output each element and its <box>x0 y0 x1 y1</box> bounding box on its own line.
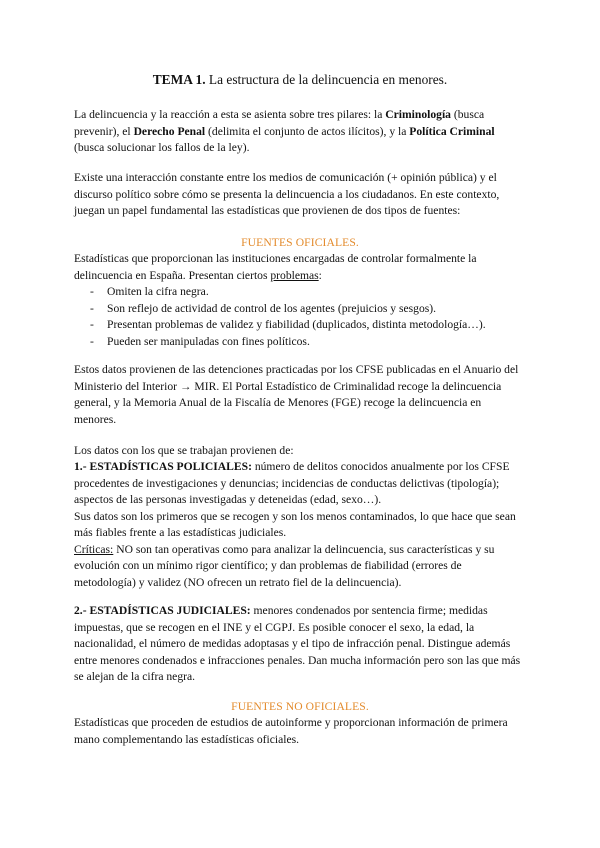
oficiales-paragraph-2: Estos datos provienen de las detenciones practicadas por los CFSE publicadas en el Anuario del Ministerio del Interior → MIR. El Portal Estadístico de Criminalidad recoge la delincuencia general, y la Memoria Anual de la Fiscalía de Menores (FGE) recoge la delincuencia en menores. <box>74 363 519 426</box>
no-oficiales-paragraph: Estadísticas que proceden de estudios de autoinforme y proporcionan información de primera mano complementando las estadísticas oficiales. <box>74 716 508 746</box>
judiciales-paragraph <box>74 603 526 686</box>
title-bold: TEMA 1. <box>152 72 206 87</box>
term-derecho-penal: Derecho Penal <box>133 124 206 138</box>
intro-text: La delincuencia y la reacción a esta se asienta sobre tres pilares: la <box>74 108 386 121</box>
term-politica-criminal: Política Criminal <box>409 124 495 138</box>
oficiales-paragraph <box>74 251 526 284</box>
heading-fuentes-oficiales: FUENTES OFICIALES. <box>241 236 359 249</box>
intro-text: (delimita el conjunto de actos ilícitos), y la <box>205 124 410 138</box>
problems-list <box>74 284 526 350</box>
policiales-heading: 1.- ESTADÍSTICAS POLICIALES: <box>74 460 252 473</box>
intro-paragraph-2: Existe una interacción constante entre los medios de comunicación (+ opinión pública) y el discurso político sobre cómo se presenta la delincuencia a los ciudadanos. En este contexto, juegan un papel fundamental las estadísticas que provienen de dos tipos de fuentes: <box>74 171 500 217</box>
criticas-text: NO son tan operativas como para analizar la delincuencia, sus características y su evolución con un mínimo rigor científico; y dan problemas de fiabilidad (errores de metodología) y validez (NO ofrecen un retrato fiel de la delincuencia). <box>74 542 495 589</box>
title-rest: La estructura de la delincuencia en menores. <box>205 72 448 87</box>
list-item: - Son reflejo de actividad de control de los agentes (prejuicios y sesgos). <box>74 301 526 318</box>
oficiales-text: : <box>318 268 322 282</box>
list-item: - Pueden ser manipuladas con fines políticos. <box>74 334 526 351</box>
intro-paragraph-1 <box>74 107 526 157</box>
oficiales-text: Estadísticas que proporcionan las instituciones encargadas de controlar formalmente la delincuencia en España. Presentan ciertos <box>74 252 477 282</box>
list-item: - Omiten la cifra negra. <box>74 284 526 301</box>
term-criminologia: Criminología <box>385 108 451 121</box>
intro-text: (busca solucionar los fallos de la ley). <box>74 141 250 154</box>
judiciales-heading: 2.- ESTADÍSTICAS JUDICIALES: <box>74 604 251 617</box>
judiciales-text: menores condenados por sentencia firme; medidas impuestas, que se recogen en el INE y el CGPJ. Es posible conocer el sexo, la edad, la nacionalidad, el número de medidas adoptasas y el tipo de infracción penal. Distingue además entre menores condenados e infracciones penales. Dan mucha información pero son las que más se alejan de la cifra negra. <box>74 604 521 683</box>
heading-fuentes-no-oficiales: FUENTES NO OFICIALES. <box>231 700 369 713</box>
policiales-text-2: Sus datos son los primeros que se recogen y son los menos contaminados, lo que hace que sean más fiables frente a las estadísticas judiciales. <box>74 509 516 539</box>
policiales-text: número de delitos conocidos anualmente por los CFSE procedentes de investigaciones y denuncias; incidencias de conductas delictivas (tipología); aspectos de las personas investigadas y deteneidas (edad, sexo…). <box>74 460 510 506</box>
policiales-paragraph <box>74 459 526 591</box>
intro-text: (busca prevenir), el <box>74 108 485 138</box>
problemas-underlined: problemas <box>270 268 319 282</box>
oficiales-paragraph-3: Los datos con los que se trabajan provienen de: <box>74 444 294 457</box>
criticas-label: Críticas: <box>74 542 114 556</box>
page-title <box>74 72 526 89</box>
list-item: - Presentan problemas de validez y fiabilidad (duplicados, distinta metodología…). <box>74 317 526 334</box>
